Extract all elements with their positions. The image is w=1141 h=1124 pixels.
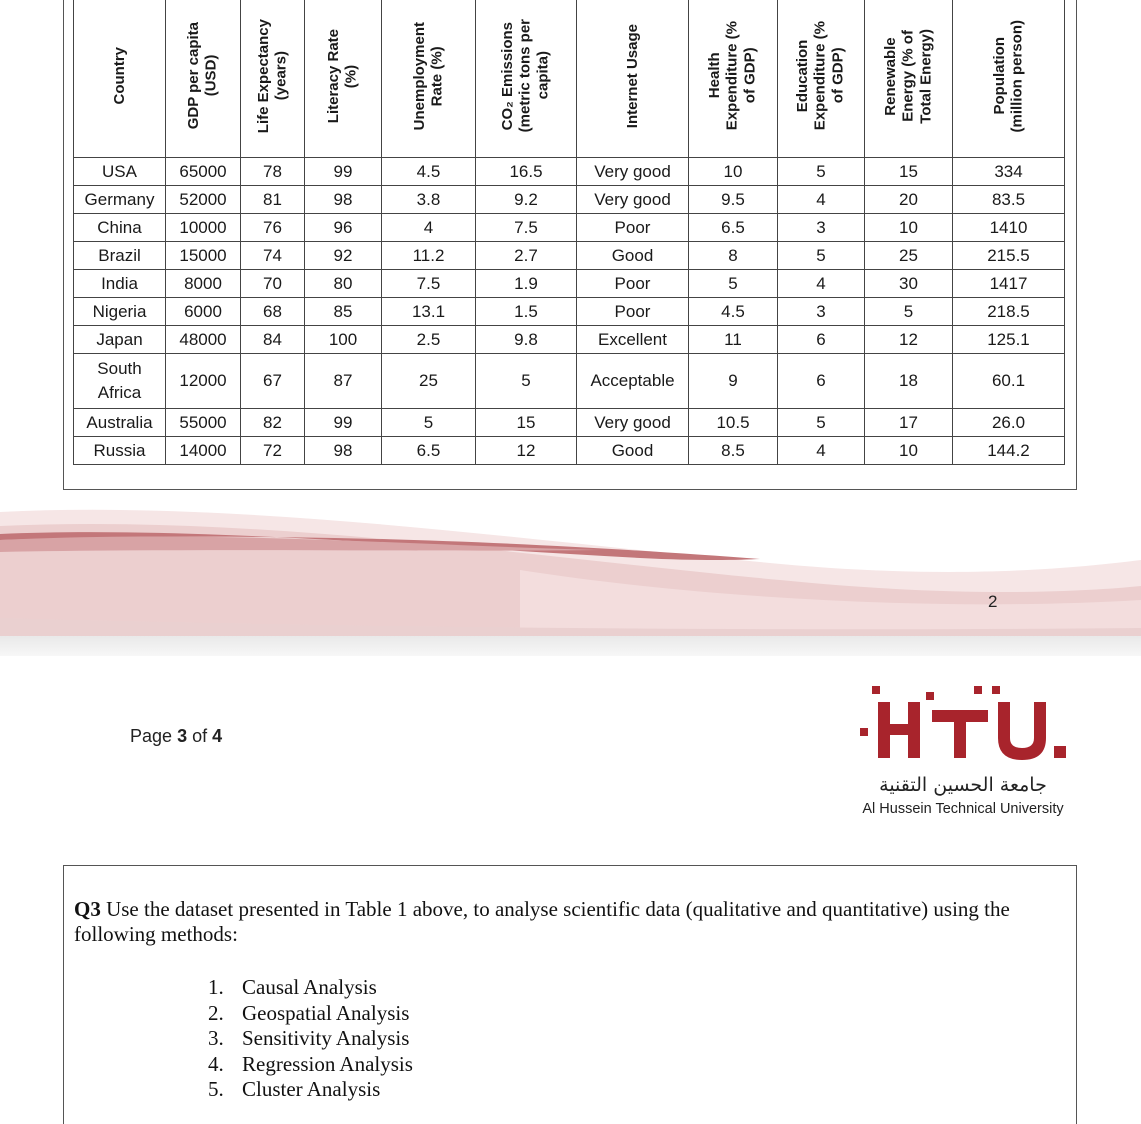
table-header-row — [74, 0, 1065, 158]
column-header-label — [111, 47, 129, 105]
logo-english-name: Al Hussein Technical University — [862, 801, 1064, 817]
table-row — [74, 298, 1065, 326]
method-item — [208, 1026, 413, 1052]
table-cell: 26.0 — [953, 409, 1065, 437]
table-cell: 3 — [778, 298, 865, 326]
column-header-line: Unemployment — [410, 21, 428, 131]
column-header-line: Internet Usage — [623, 23, 641, 129]
table-cell: 14000 — [166, 437, 241, 465]
table-cell: 2.7 — [476, 242, 577, 270]
table-cell: 11.2 — [382, 242, 476, 270]
method-number: 1. — [208, 975, 224, 999]
page-label-prefix: Page — [130, 726, 173, 746]
country-cell: Russia — [74, 437, 166, 465]
table-cell: 67 — [241, 354, 305, 409]
column-header — [166, 0, 241, 158]
table-cell: Poor — [577, 270, 689, 298]
table-cell: 12 — [476, 437, 577, 465]
country-cell: USA — [74, 158, 166, 186]
country-cell: India — [74, 270, 166, 298]
table-cell: 18 — [865, 354, 953, 409]
table-cell: Good — [577, 437, 689, 465]
table-cell: 80 — [305, 270, 382, 298]
table-cell: 82 — [241, 409, 305, 437]
table-cell: 144.2 — [953, 437, 1065, 465]
column-header-label — [255, 19, 290, 133]
country-cell: Japan — [74, 326, 166, 354]
column-header-line: of GDP) — [829, 48, 847, 104]
table-cell: 12000 — [166, 354, 241, 409]
question-label: Q3 — [74, 897, 101, 921]
page-indicator — [130, 726, 222, 747]
column-header — [305, 0, 382, 158]
column-header-line: of GDP) — [741, 48, 759, 104]
table-cell: 4 — [778, 437, 865, 465]
question-body: Use the dataset presented in Table 1 above, to analyse scientific data (qualitative and quantitative) using the following methods: — [74, 897, 1010, 946]
method-label: Cluster Analysis — [242, 1077, 381, 1102]
column-header-line: Life Expectancy — [254, 18, 272, 134]
table-cell: 83.5 — [953, 186, 1065, 214]
table-cell: 6 — [778, 354, 865, 409]
table-cell: 334 — [953, 158, 1065, 186]
column-header-line: Literacy Rate — [325, 28, 343, 124]
data-table — [73, 0, 1065, 465]
table-row — [74, 158, 1065, 186]
table-cell: 99 — [305, 158, 382, 186]
table-cell: 10.5 — [689, 409, 778, 437]
method-label: Regression Analysis — [242, 1051, 413, 1076]
table-cell: 1.5 — [476, 298, 577, 326]
column-header — [778, 0, 865, 158]
table-cell: 20 — [865, 186, 953, 214]
table-cell: 60.1 — [953, 354, 1065, 409]
column-header-line: Energy (% of — [899, 30, 917, 122]
column-header-line: CO₂ Emissions — [499, 21, 517, 131]
table-cell: 48000 — [166, 326, 241, 354]
column-header-label — [882, 29, 935, 124]
column-header — [953, 0, 1065, 158]
column-header-line: (million person) — [1008, 19, 1026, 133]
table-cell: 9.2 — [476, 186, 577, 214]
column-header-line: Population — [990, 37, 1008, 115]
column-header-line: Rate (%) — [428, 45, 446, 106]
column-header — [74, 0, 166, 158]
table-cell: 98 — [305, 437, 382, 465]
country-cell: Germany — [74, 186, 166, 214]
table-cell: 11 — [689, 326, 778, 354]
table-cell: 76 — [241, 214, 305, 242]
table-cell: 8 — [689, 242, 778, 270]
column-header-line: Expenditure (% — [724, 21, 742, 131]
table-row — [74, 354, 1065, 409]
table-cell: 81 — [241, 186, 305, 214]
table-cell: 1.9 — [476, 270, 577, 298]
table-cell: 10 — [865, 214, 953, 242]
method-number: 2. — [208, 1000, 224, 1025]
table-cell: 70 — [241, 270, 305, 298]
column-header — [241, 0, 305, 158]
table-cell: 7.5 — [476, 214, 577, 242]
table-cell: 12 — [865, 326, 953, 354]
column-header-label — [794, 21, 847, 130]
table-cell: 13.1 — [382, 298, 476, 326]
table-cell: 84 — [241, 326, 305, 354]
table-cell: 15 — [865, 158, 953, 186]
method-item — [208, 1001, 413, 1027]
table-row — [74, 186, 1065, 214]
table-cell: 7.5 — [382, 270, 476, 298]
method-number: 4. — [208, 1051, 224, 1076]
column-header-label — [411, 22, 446, 130]
table-row — [74, 242, 1065, 270]
column-header — [689, 0, 778, 158]
table-cell: 6000 — [166, 298, 241, 326]
table-cell: Poor — [577, 214, 689, 242]
method-label: Sensitivity Analysis — [242, 1026, 410, 1051]
column-header-line: Country — [110, 47, 128, 105]
column-header-line: Renewable — [881, 36, 899, 116]
htu-logo-icon — [858, 680, 1073, 772]
column-header-line: Total Energy) — [917, 28, 935, 124]
table-cell: 78 — [241, 158, 305, 186]
table-cell: 5 — [865, 298, 953, 326]
table-cell: 9.5 — [689, 186, 778, 214]
table-cell: 25 — [382, 354, 476, 409]
table-cell: 8000 — [166, 270, 241, 298]
table-row — [74, 214, 1065, 242]
column-header-label — [185, 22, 220, 129]
table-row — [74, 326, 1065, 354]
table-cell: 125.1 — [953, 326, 1065, 354]
table-cell: 15000 — [166, 242, 241, 270]
table-cell: 74 — [241, 242, 305, 270]
table-row — [74, 270, 1065, 298]
table-cell: 5 — [382, 409, 476, 437]
method-item — [208, 975, 413, 1001]
table-cell: Acceptable — [577, 354, 689, 409]
column-header-line: Health — [706, 53, 724, 99]
table-body — [74, 158, 1065, 465]
column-header-label — [325, 29, 360, 123]
country-cell: South Africa — [74, 354, 166, 409]
method-label: Geospatial Analysis — [242, 1000, 410, 1025]
column-header-line: Education — [794, 39, 812, 113]
table-cell: 5 — [778, 158, 865, 186]
methods-list — [208, 975, 413, 1103]
column-header-label — [991, 20, 1026, 133]
column-header — [382, 0, 476, 158]
table-cell: 5 — [476, 354, 577, 409]
table-cell: 87 — [305, 354, 382, 409]
table-cell: Poor — [577, 298, 689, 326]
table-cell: 96 — [305, 214, 382, 242]
table-row — [74, 437, 1065, 465]
table-cell: 68 — [241, 298, 305, 326]
method-label: Causal Analysis — [242, 975, 377, 999]
country-cell: Brazil — [74, 242, 166, 270]
method-number: 3. — [208, 1026, 224, 1051]
table-cell: Very good — [577, 409, 689, 437]
table-cell: 92 — [305, 242, 382, 270]
page-separator — [0, 636, 1141, 656]
table-cell: 10000 — [166, 214, 241, 242]
table-cell: 8.5 — [689, 437, 778, 465]
table-cell: 52000 — [166, 186, 241, 214]
country-cell: Nigeria — [74, 298, 166, 326]
table-cell: 15 — [476, 409, 577, 437]
table-cell: 85 — [305, 298, 382, 326]
page-label-of: of — [192, 726, 208, 746]
table-cell: 10 — [865, 437, 953, 465]
column-header — [865, 0, 953, 158]
table-cell: 6.5 — [689, 214, 778, 242]
table-cell: 5 — [778, 409, 865, 437]
country-cell: Australia — [74, 409, 166, 437]
table-cell: 25 — [865, 242, 953, 270]
table-cell: 3.8 — [382, 186, 476, 214]
column-header-line: capita) — [534, 51, 552, 101]
table-cell: Excellent — [577, 326, 689, 354]
column-header-label — [499, 19, 552, 132]
table-cell: 55000 — [166, 409, 241, 437]
method-item — [208, 1052, 413, 1078]
table-cell: 3 — [778, 214, 865, 242]
table-cell: 100 — [305, 326, 382, 354]
table-cell: 6.5 — [382, 437, 476, 465]
country-cell: China — [74, 214, 166, 242]
table-cell: 72 — [241, 437, 305, 465]
table-cell: 99 — [305, 409, 382, 437]
page-number: 2 — [988, 592, 998, 611]
page-current: 3 — [177, 726, 188, 746]
table-cell: Very good — [577, 158, 689, 186]
table-cell: 16.5 — [476, 158, 577, 186]
table-cell: 9 — [689, 354, 778, 409]
logo-arabic-name: جامعة الحسين التقنية — [879, 774, 1047, 796]
method-item — [208, 1077, 413, 1103]
table-cell: 1410 — [953, 214, 1065, 242]
table-cell: 30 — [865, 270, 953, 298]
table-cell: 9.8 — [476, 326, 577, 354]
table-cell: 4.5 — [382, 158, 476, 186]
column-header-line: (%) — [343, 64, 360, 88]
table-cell: 4 — [778, 270, 865, 298]
column-header — [577, 0, 689, 158]
column-header-line: GDP per capita — [185, 22, 203, 130]
table-cell: 17 — [865, 409, 953, 437]
table-cell: 5 — [778, 242, 865, 270]
table-cell: 4.5 — [689, 298, 778, 326]
column-header-line: Expenditure (% — [812, 21, 830, 131]
table-cell: 10 — [689, 158, 778, 186]
table-cell: 6 — [778, 326, 865, 354]
table-cell: 98 — [305, 186, 382, 214]
table-cell: 5 — [689, 270, 778, 298]
table-cell: 1417 — [953, 270, 1065, 298]
column-header-line: (USD) — [203, 55, 220, 97]
column-header — [476, 0, 577, 158]
column-header-label — [624, 24, 642, 128]
decorative-wave-footer — [0, 500, 1141, 640]
table-cell: 65000 — [166, 158, 241, 186]
table-cell: 4 — [382, 214, 476, 242]
table-cell: 215.5 — [953, 242, 1065, 270]
question-text — [74, 897, 1064, 947]
table-cell: Good — [577, 242, 689, 270]
column-header-line: (years) — [272, 51, 290, 101]
table-cell: Very good — [577, 186, 689, 214]
method-number: 5. — [208, 1077, 224, 1102]
column-header-label — [706, 21, 759, 130]
table-cell: 218.5 — [953, 298, 1065, 326]
table-row — [74, 409, 1065, 437]
table-cell: 4 — [778, 186, 865, 214]
column-header-line: (metric tons per — [517, 19, 535, 133]
table-cell: 2.5 — [382, 326, 476, 354]
page-total: 4 — [212, 726, 223, 746]
